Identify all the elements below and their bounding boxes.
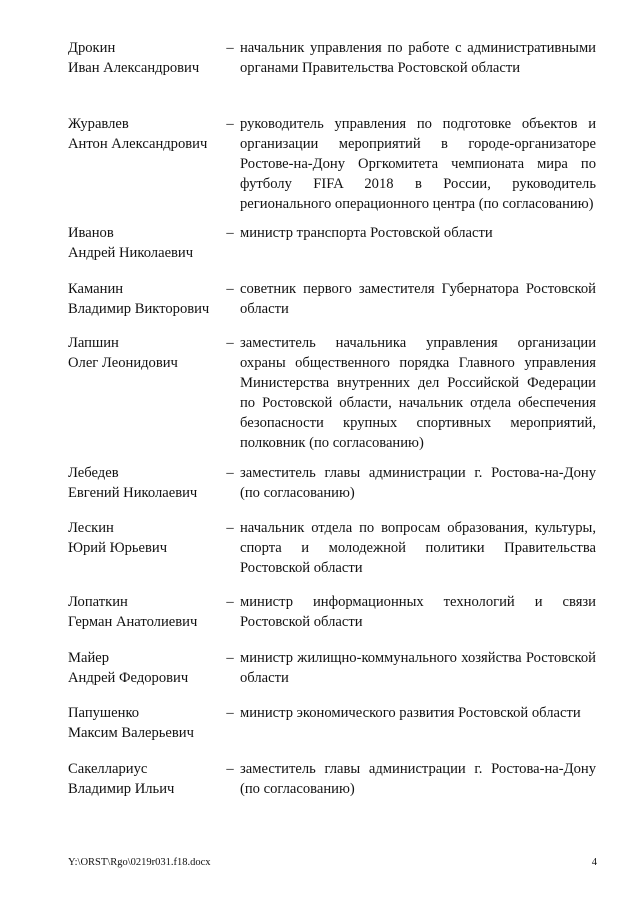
member-given-names: Юрий Юрьевич xyxy=(68,540,168,556)
member-name xyxy=(68,648,224,688)
dash-separator: – xyxy=(226,225,234,241)
member-position: министр информационных технологий и связи Ростовской области xyxy=(240,594,596,630)
member-surname: Иванов xyxy=(68,225,114,241)
member-name xyxy=(68,592,224,632)
member-given-names: Герман Анатолиевич xyxy=(68,614,198,630)
member-given-names: Владимир Ильич xyxy=(68,781,175,797)
member-position: министр экономического развития Ростовской области xyxy=(240,705,581,721)
dash-separator: – xyxy=(226,40,234,56)
dash-separator: – xyxy=(226,520,234,536)
dash-separator: – xyxy=(226,761,234,777)
member-given-names: Андрей Николаевич xyxy=(68,245,194,261)
footer-page-number: 4 xyxy=(591,857,597,868)
member-name xyxy=(68,38,224,78)
member-surname: Папушенко xyxy=(68,705,140,721)
member-position: начальник отдела по вопросам образования, культуры, спорта и молодежной политики Правительства Ростовской области xyxy=(240,520,596,576)
member-name xyxy=(68,114,224,154)
member-surname: Дрокин xyxy=(68,40,116,56)
member-given-names: Андрей Федорович xyxy=(68,670,189,686)
member-surname: Журавлев xyxy=(68,116,129,132)
member-name xyxy=(68,279,224,319)
member-surname: Каманин xyxy=(68,281,124,297)
member-name xyxy=(68,518,224,558)
member-position: заместитель главы администрации г. Ростова-на-Дону (по согласованию) xyxy=(240,761,596,797)
dash-separator: – xyxy=(226,281,234,297)
member-surname: Лопаткин xyxy=(68,594,128,610)
member-given-names: Иван Александрович xyxy=(68,60,200,76)
dash-separator: – xyxy=(226,116,234,132)
member-name xyxy=(68,223,224,263)
member-name xyxy=(68,703,224,743)
member-name xyxy=(68,463,224,503)
member-position: министр транспорта Ростовской области xyxy=(240,225,493,241)
dash-separator: – xyxy=(226,705,234,721)
dash-separator: – xyxy=(226,465,234,481)
member-name xyxy=(68,333,224,373)
member-position: министр жилищно-коммунального хозяйства Ростовской области xyxy=(240,650,596,686)
member-given-names: Владимир Викторович xyxy=(68,301,210,317)
member-position: заместитель главы администрации г. Ростова-на-Дону (по согласованию) xyxy=(240,465,596,501)
member-position: руководитель управления по подготовке объектов и организации мероприятий в городе-организаторе Ростове-на-Дону Оргкомитета чемпионата мира по футболу FIFA 2018 в России, руководитель регионального операционного центра (по согласованию) xyxy=(240,116,596,212)
member-position: заместитель начальника управления организации охраны общественного порядка Главного управления Министерства внутренних дел Российской Федерации по Ростовской области, начальник отдела обеспечения безопасности крупных спортивных мероприятий, полковник (по согласованию) xyxy=(240,335,596,451)
member-given-names: Евгений Николаевич xyxy=(68,485,198,501)
member-surname: Лебедев xyxy=(68,465,119,481)
dash-separator: – xyxy=(226,594,234,610)
member-given-names: Олег Леонидович xyxy=(68,355,178,371)
member-surname: Сакеллариус xyxy=(68,761,148,777)
footer-file-path: Y:\ORST\Rgo\0219r031.f18.docx xyxy=(68,857,211,868)
member-given-names: Антон Александрович xyxy=(68,136,208,152)
member-position: начальник управления по работе с административными органами Правительства Ростовской области xyxy=(240,40,596,76)
member-surname: Майер xyxy=(68,650,110,666)
member-given-names: Максим Валерьевич xyxy=(68,725,194,741)
dash-separator: – xyxy=(226,335,234,351)
member-surname: Лапшин xyxy=(68,335,119,351)
member-position: советник первого заместителя Губернатора Ростовской области xyxy=(240,281,596,317)
dash-separator: – xyxy=(226,650,234,666)
member-surname: Лескин xyxy=(68,520,114,536)
member-name xyxy=(68,759,224,799)
